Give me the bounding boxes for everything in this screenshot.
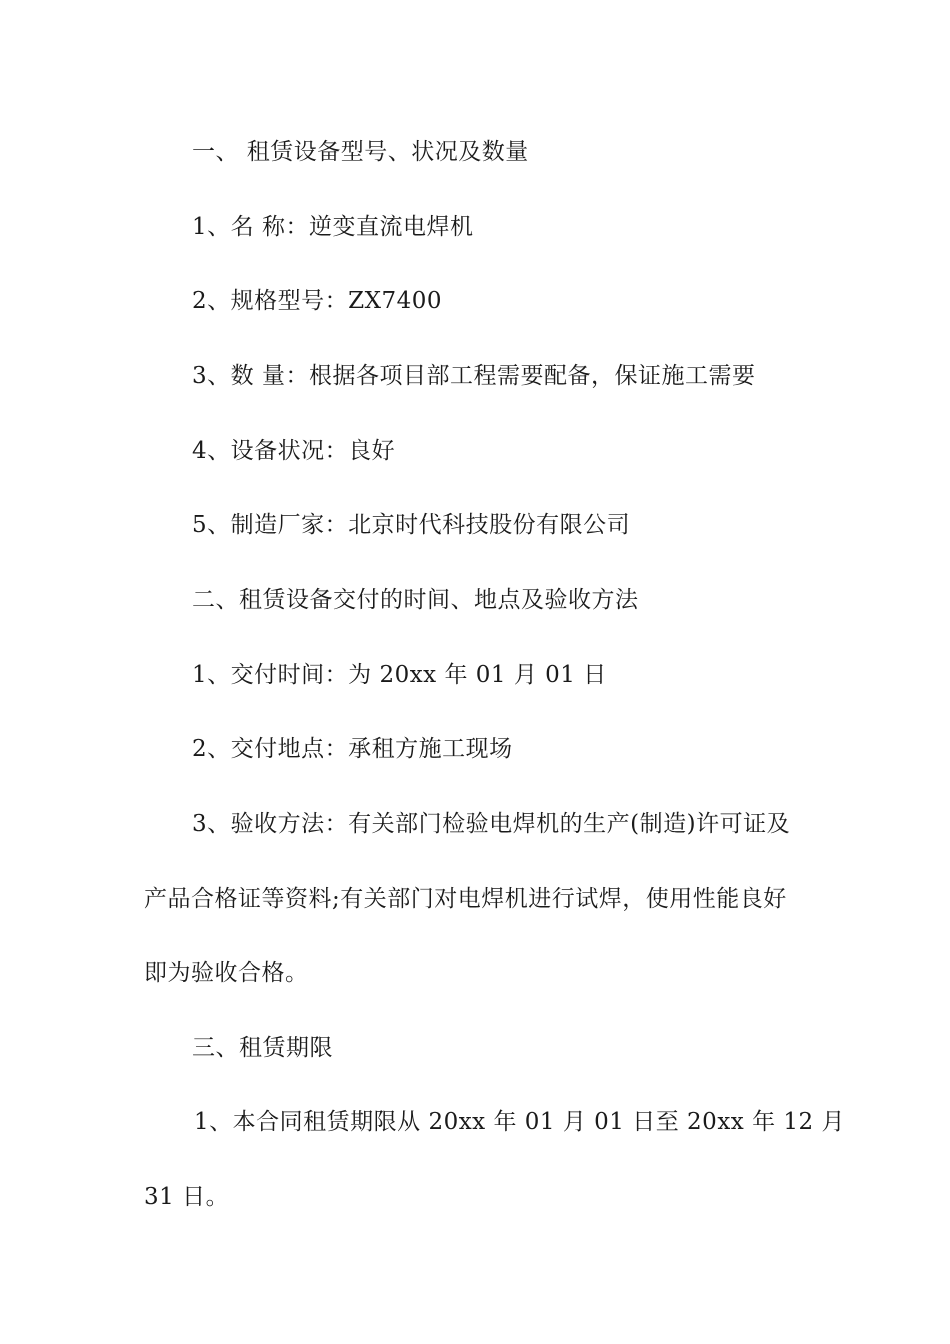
section-2-item-acceptance-line-3: 即为验收合格。 — [144, 960, 309, 986]
section-2-heading: 二、租赁设备交付的时间、地点及验收方法 — [192, 587, 639, 613]
section-1-item-quantity: 3、数 量：根据各项目部工程需要配备，保证施工需要 — [192, 363, 756, 389]
section-2-item-delivery-time: 1、交付时间：为 20xx 年 01 月 01 日 — [192, 662, 607, 688]
section-3-item-term-line-1: 1、本合同租赁期限从 20xx 年 01 月 01 日至 20xx 年 12 月 — [194, 1109, 845, 1135]
section-3-heading: 三、租赁期限 — [192, 1035, 333, 1061]
section-3-item-term-line-2: 31 日。 — [144, 1184, 230, 1210]
section-2-item-acceptance-line-1: 3、验收方法：有关部门检验电焊机的生产(制造)许可证及 — [192, 811, 791, 837]
section-2-item-acceptance-line-2: 产品合格证等资料;有关部门对电焊机进行试焊，使用性能良好 — [144, 886, 787, 912]
section-1-item-manufacturer: 5、制造厂家：北京时代科技股份有限公司 — [192, 512, 631, 538]
section-1-item-name: 1、名 称：逆变直流电焊机 — [192, 214, 474, 240]
section-1-heading: 一、 租赁设备型号、状况及数量 — [192, 139, 529, 165]
section-1-item-model: 2、规格型号：ZX7400 — [192, 288, 443, 314]
section-1-item-condition: 4、设备状况：良好 — [192, 438, 396, 464]
section-2-item-delivery-place: 2、交付地点：承租方施工现场 — [192, 736, 513, 762]
